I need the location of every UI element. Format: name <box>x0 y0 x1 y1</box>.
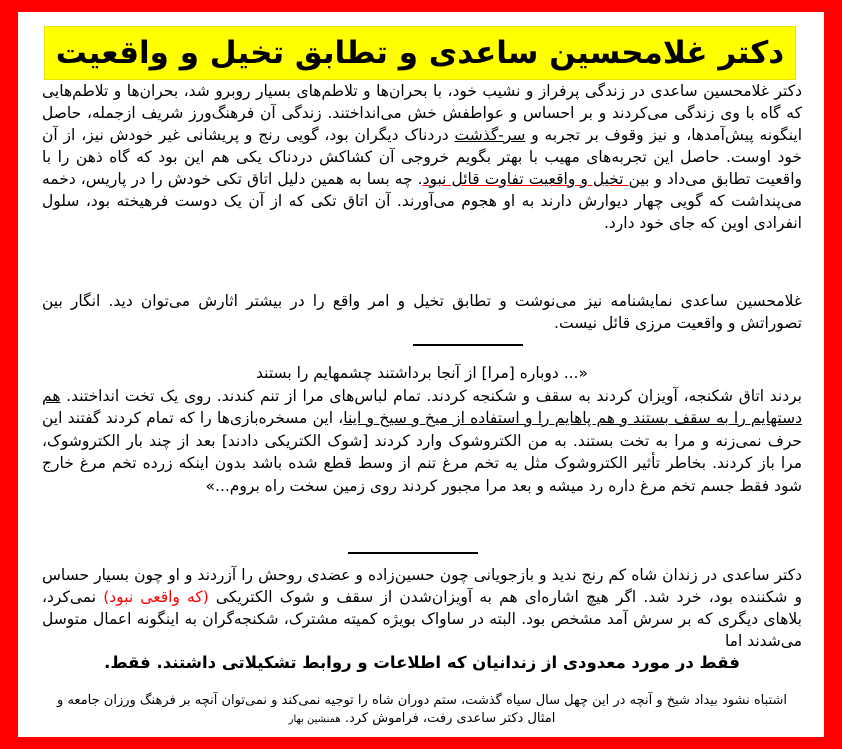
p1-text-b: دردناک دیگران بود، گویی رنج و پریشانی غیر خودش نیز، از آن خود اوست. حاصل این تجربه‌های مهیب با بهتر بگویم خروجی آن کشاکش دردناک یکی هم این بود که گاه ذهن را با واقعیت تطابق می‌داد و <box>42 126 802 188</box>
footer-text: اشتباه نشود بیداد شیخ و آنچه در این چهل سال سیاه گذشت، ستم دوران شاه را توجیه نمی‌کند و نمی‌توان آنچه بر فرهنگ ورزان جامعه و امثال دکتر ساعدی رفت، فراموش کرد. <box>57 693 787 726</box>
p1-text-a: دکتر غلامحسین ساعدی در زندگی پرفراز و نشیب خود، با بحران‌ها و تلاطم‌های بسیار روبرو شد، بحران‌ها و تلاطم‌هایی که گاه با وی زندگی می‌کردند و بر احساس و عواطفش خش می‌انداختند. زندگی آن فرهنگ‌ورز شریف ازجمله، حاصل اینگونه پیش‌آمدها، و نیز وقوف بر تجربه و <box>42 82 802 144</box>
article <box>18 12 824 737</box>
quote-head: «... دوباره [مرا] از آنجا برداشتند چشمهایم را بستند <box>256 364 588 382</box>
signature: همنشین بهار <box>288 714 341 725</box>
p3-red-note: (که واقعی نبود) <box>103 588 209 606</box>
quote-text-b: ، این مسخره‌بازی‌ها را که تمام کردند گفتند این حرف نمی‌زنه و مرا به تخت بستند. به من الکتروشوک وارد کردند [شوک الکتریکی دادند] بعد از چند بار الکتروشوک، مرا باز کردند. بخاطر تأثیر الکتروشوک مثل یه تخم مرغ تنم از وسط قطع شده باشد بدون اینکه زرده تخم مرغ خارج شود فقط جسم تخم مرغ داره رد میشه و بعد مرا مجبور کردند روی زمین سخت راه بروم...» <box>42 409 802 495</box>
divider-line-2 <box>348 552 478 554</box>
p3-bold-line: فقط در مورد معدودی از زندانیان که اطلاعات و روابط تشکیلاتی داشتند. فقط. <box>104 653 740 672</box>
paragraph-plays: غلامحسین ساعدی نمایشنامه نیز می‌نوشت و تطابق تخیل و امر واقع را در بیشتر اثارش می‌توان دید. انگار بین تصوراتش و واقعیت مرزی قائل نیست. <box>42 292 802 332</box>
quote-text-a: بردند اتاق شکنجه، آویزان کردند به سقف و شکنجه کردند. تمام لباس‌های مرا از تنم کندند. روی یک تخت انداختند. <box>60 386 802 405</box>
page-title: دکتر غلامحسین ساعدی و تطابق تخیل و واقعیت <box>44 26 796 80</box>
quote-underlined: هم دستهایم را به سقف بستند و هم پاهایم را و استفاده از میخ و سیخ و اینا <box>42 386 802 427</box>
divider-line <box>413 344 523 346</box>
paragraph-prison <box>42 564 802 674</box>
footer-note <box>42 692 802 729</box>
p1-text-c: . چه بسا به همین دلیل اتاق تکی خودش را در پاریس، دخمه می‌پنداشت که گویی چهار دیوارش دارند به او هجوم می‌آورند. آن اتاق تکی که از آن یک دوست فرهیخته بود، سلول انفرادی اوین که جای خود دارد. <box>42 170 802 232</box>
paragraph-intro <box>42 80 802 234</box>
p1-underlined-1: سر-گذشت <box>454 126 526 144</box>
p3-text-b: نمی‌کرد، بلاهای دیگری که بر سرش آمد مشخص بود. البته در ساواک بویژه کمیته مشترک، شکنجه‌گران به اینگونه اعمال متوسل می‌شدند اما <box>42 588 802 650</box>
p3-text-a: دکتر ساعدی در زندان شاه کم رنج ندید و بازجویانی چون حسین‌زاده و عضدی روحش را آزردند و او چون بسیار حساس و شکننده بود، خرد شد. اگر هیچ اشاره‌ای هم به آویزان‌شدن از سقف و شوک الکتریکی <box>42 566 802 606</box>
quote-block <box>42 362 802 497</box>
p1-underlined-2: بین تخیل و واقعیت تفاوت قائل نبود <box>422 170 650 188</box>
